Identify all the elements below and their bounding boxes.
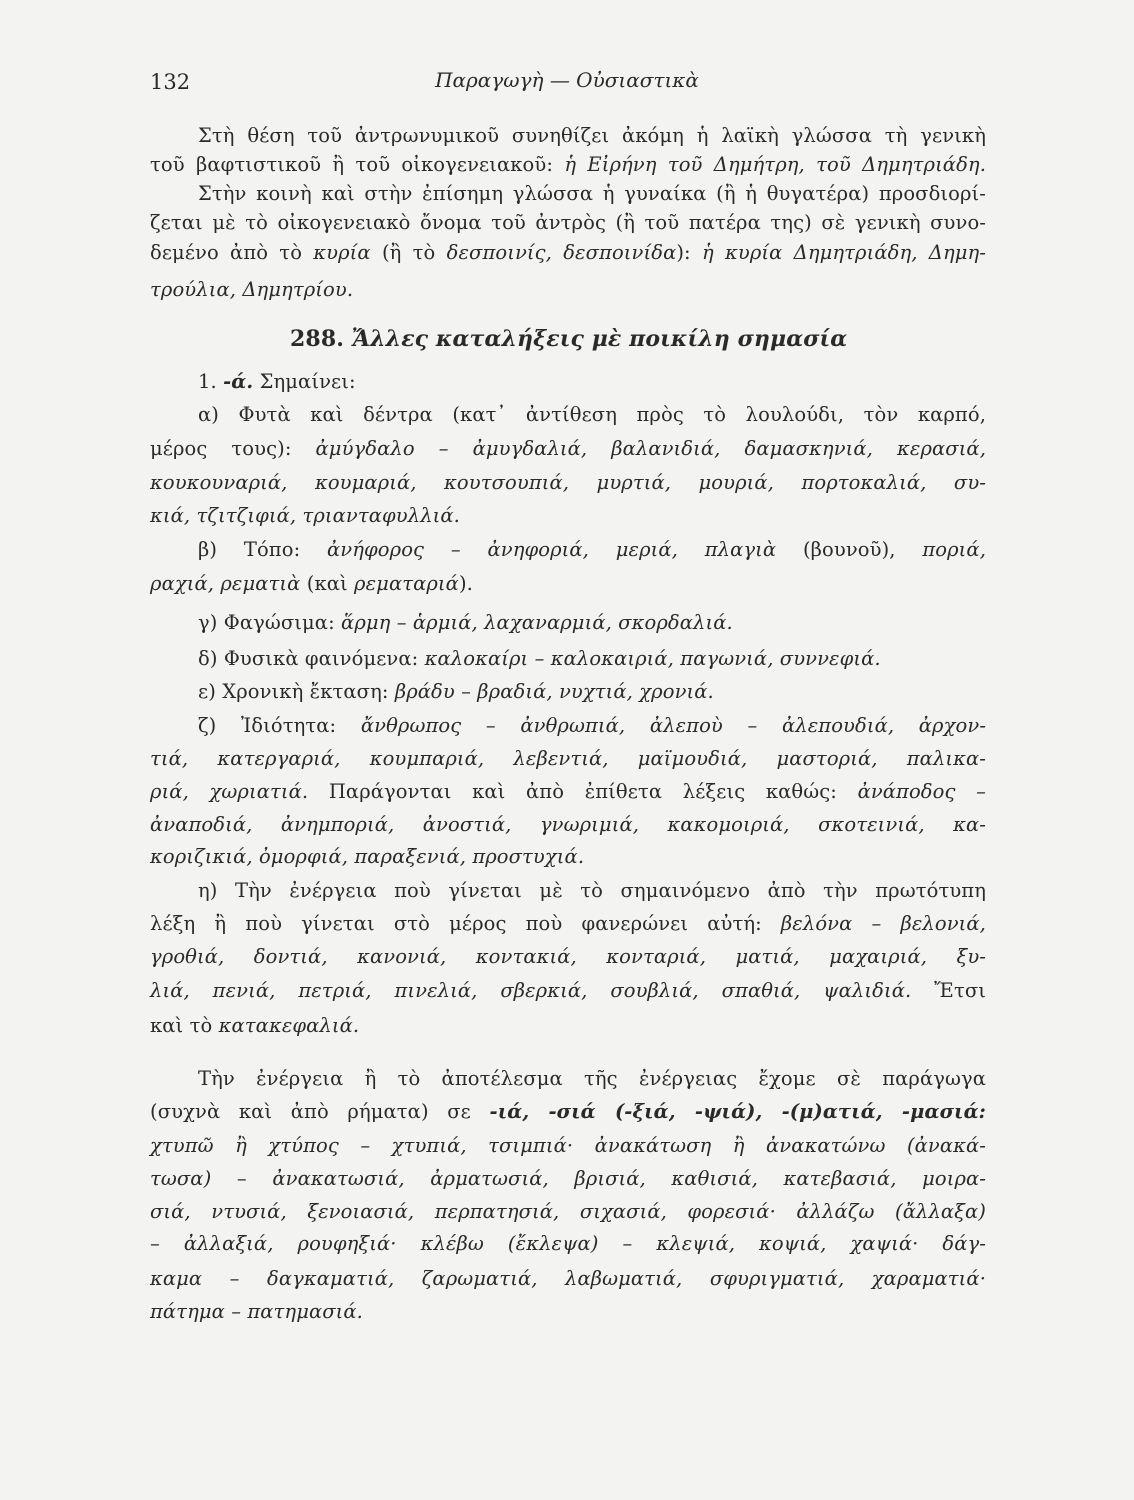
text-line — [150, 368, 986, 396]
text-line — [150, 1065, 986, 1093]
emphasis-text: -ά. — [223, 370, 254, 393]
text-line — [150, 778, 986, 806]
example-words: ἀνάποδος – — [857, 780, 986, 803]
text-run: Παράγονται καὶ ἀπὸ ἐπίθετα λέξεις καθώς: — [308, 780, 858, 803]
text-line — [150, 1230, 986, 1258]
text-run: μέρος τους): — [150, 437, 316, 460]
text-run: η) Τὴν ἐνέργεια ποὺ γίνεται μὲ τὸ σημαινόμενο ἀπὸ τὴν πρωτότυπη — [198, 879, 986, 902]
text-line — [150, 943, 986, 971]
text-run: Τὴν ἐνέργεια ἢ τὸ ἀποτέλεσμα τῆς ἐνέργειας ἔχομε σὲ παράγωγα — [198, 1067, 986, 1090]
text-run: α) Φυτὰ καὶ δέντρα (κατ᾽ ἀντίθεση πρὸς τὸ λουλούδι, τὸν καρπό, — [198, 403, 986, 426]
text-line — [150, 209, 986, 237]
text-run: Ἔτσι — [911, 979, 986, 1002]
text-line — [150, 151, 986, 179]
text-line — [150, 712, 986, 740]
text-run: 1. — [198, 370, 224, 393]
text-line — [150, 239, 986, 267]
example-words: ριά, χωριατιά. — [150, 780, 309, 803]
text-run: Σημαίνει: — [253, 370, 356, 393]
text-line — [150, 276, 986, 304]
example-words: λιά, πενιά, πετριά, πινελιά, σβερκιά, σουβλιά, σπαθιά, ψαλιδιά. — [150, 979, 912, 1002]
example-words: βελόνα – βελονιά, — [780, 912, 986, 935]
text-line — [150, 1198, 986, 1226]
text-run: καὶ τὸ — [150, 1014, 219, 1037]
text-line — [150, 435, 986, 463]
text-line — [150, 536, 986, 564]
example-words: καλοκαίρι – καλοκαιριά, παγωνιά, συννεφιά. — [424, 647, 881, 670]
text-line — [150, 469, 986, 497]
example-words: ἀμύγδαλο – ἀμυγδαλιά, βαλανιδιά, δαμασκηνιά, κερασιά, — [315, 437, 987, 460]
text-line — [150, 502, 986, 530]
text-run: (βουνοῦ), — [776, 538, 923, 561]
emphasis-text: -ιά, -σιά (-ξιά, -ψιά), -(μ)ατιά, -μασιά: — [489, 1100, 986, 1123]
text-line — [150, 401, 986, 429]
text-run: δ) Φυσικὰ φαινόμενα: — [198, 647, 425, 670]
example-words: κυρία — [313, 241, 371, 264]
text-run: γ) Φαγώσιμα: — [198, 611, 342, 634]
text-line — [150, 811, 986, 839]
example-words: ποριά, — [922, 538, 986, 561]
text-line — [150, 1265, 986, 1293]
text-run: λέξη ἢ ποὺ γίνεται στὸ μέρος ποὺ φανερώνει αὐτή: — [150, 912, 781, 935]
text-line — [150, 843, 986, 871]
page-number: 132 — [150, 70, 191, 94]
text-line — [150, 180, 986, 208]
text-run: ε) Χρονικὴ ἔκταση: — [198, 680, 395, 703]
text-run: β) Τόπο: — [198, 538, 328, 561]
text-line — [150, 745, 986, 773]
example-words: γροθιά, δοντιά, κανονιά, κοντακιά, κονταριά, ματιά, μαχαιριά, ξυ- — [150, 945, 986, 968]
running-title: Παραγωγὴ — Οὐσιαστικὰ — [435, 68, 699, 92]
text-run: δεμένο ἀπὸ τὸ — [150, 241, 314, 264]
example-words: ἡ Εἰρήνη τοῦ Δημήτρη, τοῦ Δημητριάδη. — [564, 153, 986, 176]
text-line — [150, 122, 986, 150]
text-run: ). — [458, 572, 473, 595]
example-words: ρεματαριά — [354, 572, 459, 595]
text-line — [150, 1012, 986, 1040]
text-line — [150, 877, 986, 905]
text-run: τοῦ βαφτιστικοῦ ἢ τοῦ οἰκογενειακοῦ: — [150, 153, 565, 176]
section-heading — [150, 325, 1078, 353]
example-words: ραχιά, ρεματιὰ — [150, 572, 301, 595]
example-words: τωσα) – ἀνακατωσιά, ἀρματωσιά, βρισιά, καθισιά, κατεβασιά, μοιρα- — [150, 1167, 986, 1190]
example-words: κουκουναριά, κουμαριά, κουτσουπιά, μυρτιά, μουριά, πορτοκαλιά, συ- — [150, 471, 986, 494]
example-words: τιά, κατεργαριά, κουμπαριά, λεβεντιά, μαϊμουδιά, μαστοριά, παλικα- — [150, 747, 986, 770]
example-words: πάτημα – πατημασιά. — [150, 1300, 363, 1323]
text-run: (ἢ τὸ — [370, 241, 447, 264]
example-words: καμα – δαγκαματιά, ζαρωματιά, λαβωματιά, σφυριγματιά, χαραματιά· — [150, 1267, 986, 1290]
emphasis-text: 288. — [290, 326, 352, 352]
text-line — [150, 645, 986, 673]
example-words: τρούλια, Δημητρίου. — [150, 278, 354, 301]
text-run: (συχνὰ καὶ ἀπὸ ρήματα) σε — [150, 1100, 490, 1123]
text-line — [150, 1132, 986, 1160]
text-line — [150, 678, 986, 706]
text-line — [150, 609, 986, 637]
example-words: κιά, τζιτζιφιά, τριανταφυλλιά. — [150, 504, 460, 527]
text-line — [150, 977, 986, 1005]
text-run: (καὶ — [300, 572, 355, 595]
example-words: ἄνθρωπος – ἀνθρωπιά, ἀλεποὺ – ἀλεπουδιά, ἀρχον- — [360, 714, 987, 737]
example-words: κοριζικιά, ὀμορφιά, παραξενιά, προστυχιά. — [150, 845, 585, 868]
emphasis-text: Ἄλλες καταλήξεις μὲ ποικίλη σημασία — [351, 326, 848, 352]
text-line — [150, 1098, 986, 1126]
example-words: σιά, ντυσιά, ξενοιασιά, περπατησιά, σιχασιά, φορεσιά· ἀλλάζω (ἄλλαξα) — [150, 1200, 986, 1223]
example-words: χτυπῶ ἢ χτύπος – χτυπιά, τσιμπιά· ἀνακάτωση ἢ ἀνακατώνω (ἀνακά- — [150, 1134, 986, 1157]
text-run: Στὴ θέση τοῦ ἀντρωνυμικοῦ συνηθίζει ἀκόμη ἡ λαϊκὴ γλώσσα τὴ γενικὴ — [198, 124, 986, 147]
text-line — [150, 570, 986, 598]
example-words: κατακεφαλιά. — [218, 1014, 360, 1037]
text-line — [150, 910, 986, 938]
text-run: ζ) Ἰδιότητα: — [198, 714, 361, 737]
example-words: ἡ κυρία Δημητριάδη, Δημη- — [701, 241, 986, 264]
text-run: ζεται μὲ τὸ οἰκογενειακὸ ὄνομα τοῦ ἀντρὸς (ἢ τοῦ πατέρα της) σὲ γενικὴ συνο- — [150, 211, 986, 234]
example-words: ἅρμη – ἁρμιά, λαχαναρμιά, σκορδαλιά. — [341, 611, 733, 634]
text-line — [150, 1165, 986, 1193]
text-line — [150, 1298, 986, 1326]
example-words: – ἀλλαξιά, ρουφηξιά· κλέβω (ἔκλεψα) – κλεψιά, κοψιά, χαψιά· δάγ- — [150, 1232, 986, 1255]
text-run: ): — [676, 241, 702, 264]
example-words: ἀνήφορος – ἀνηφοριά, μεριά, πλαγιὰ — [327, 538, 777, 561]
example-words: ἀναποδιά, ἀνημποριά, ἀνοστιά, γνωριμιά, κακομοιριά, σκοτεινιά, κα- — [150, 813, 986, 836]
text-run: Στὴν κοινὴ καὶ στὴν ἐπίσημη γλώσσα ἡ γυναίκα (ἢ ἡ θυγατέρα) προσδιορί- — [198, 182, 986, 205]
example-words: βράδυ – βραδιά, νυχτιά, χρονιά. — [394, 680, 714, 703]
example-words: δεσποινίς, δεσποινίδα — [446, 241, 677, 264]
